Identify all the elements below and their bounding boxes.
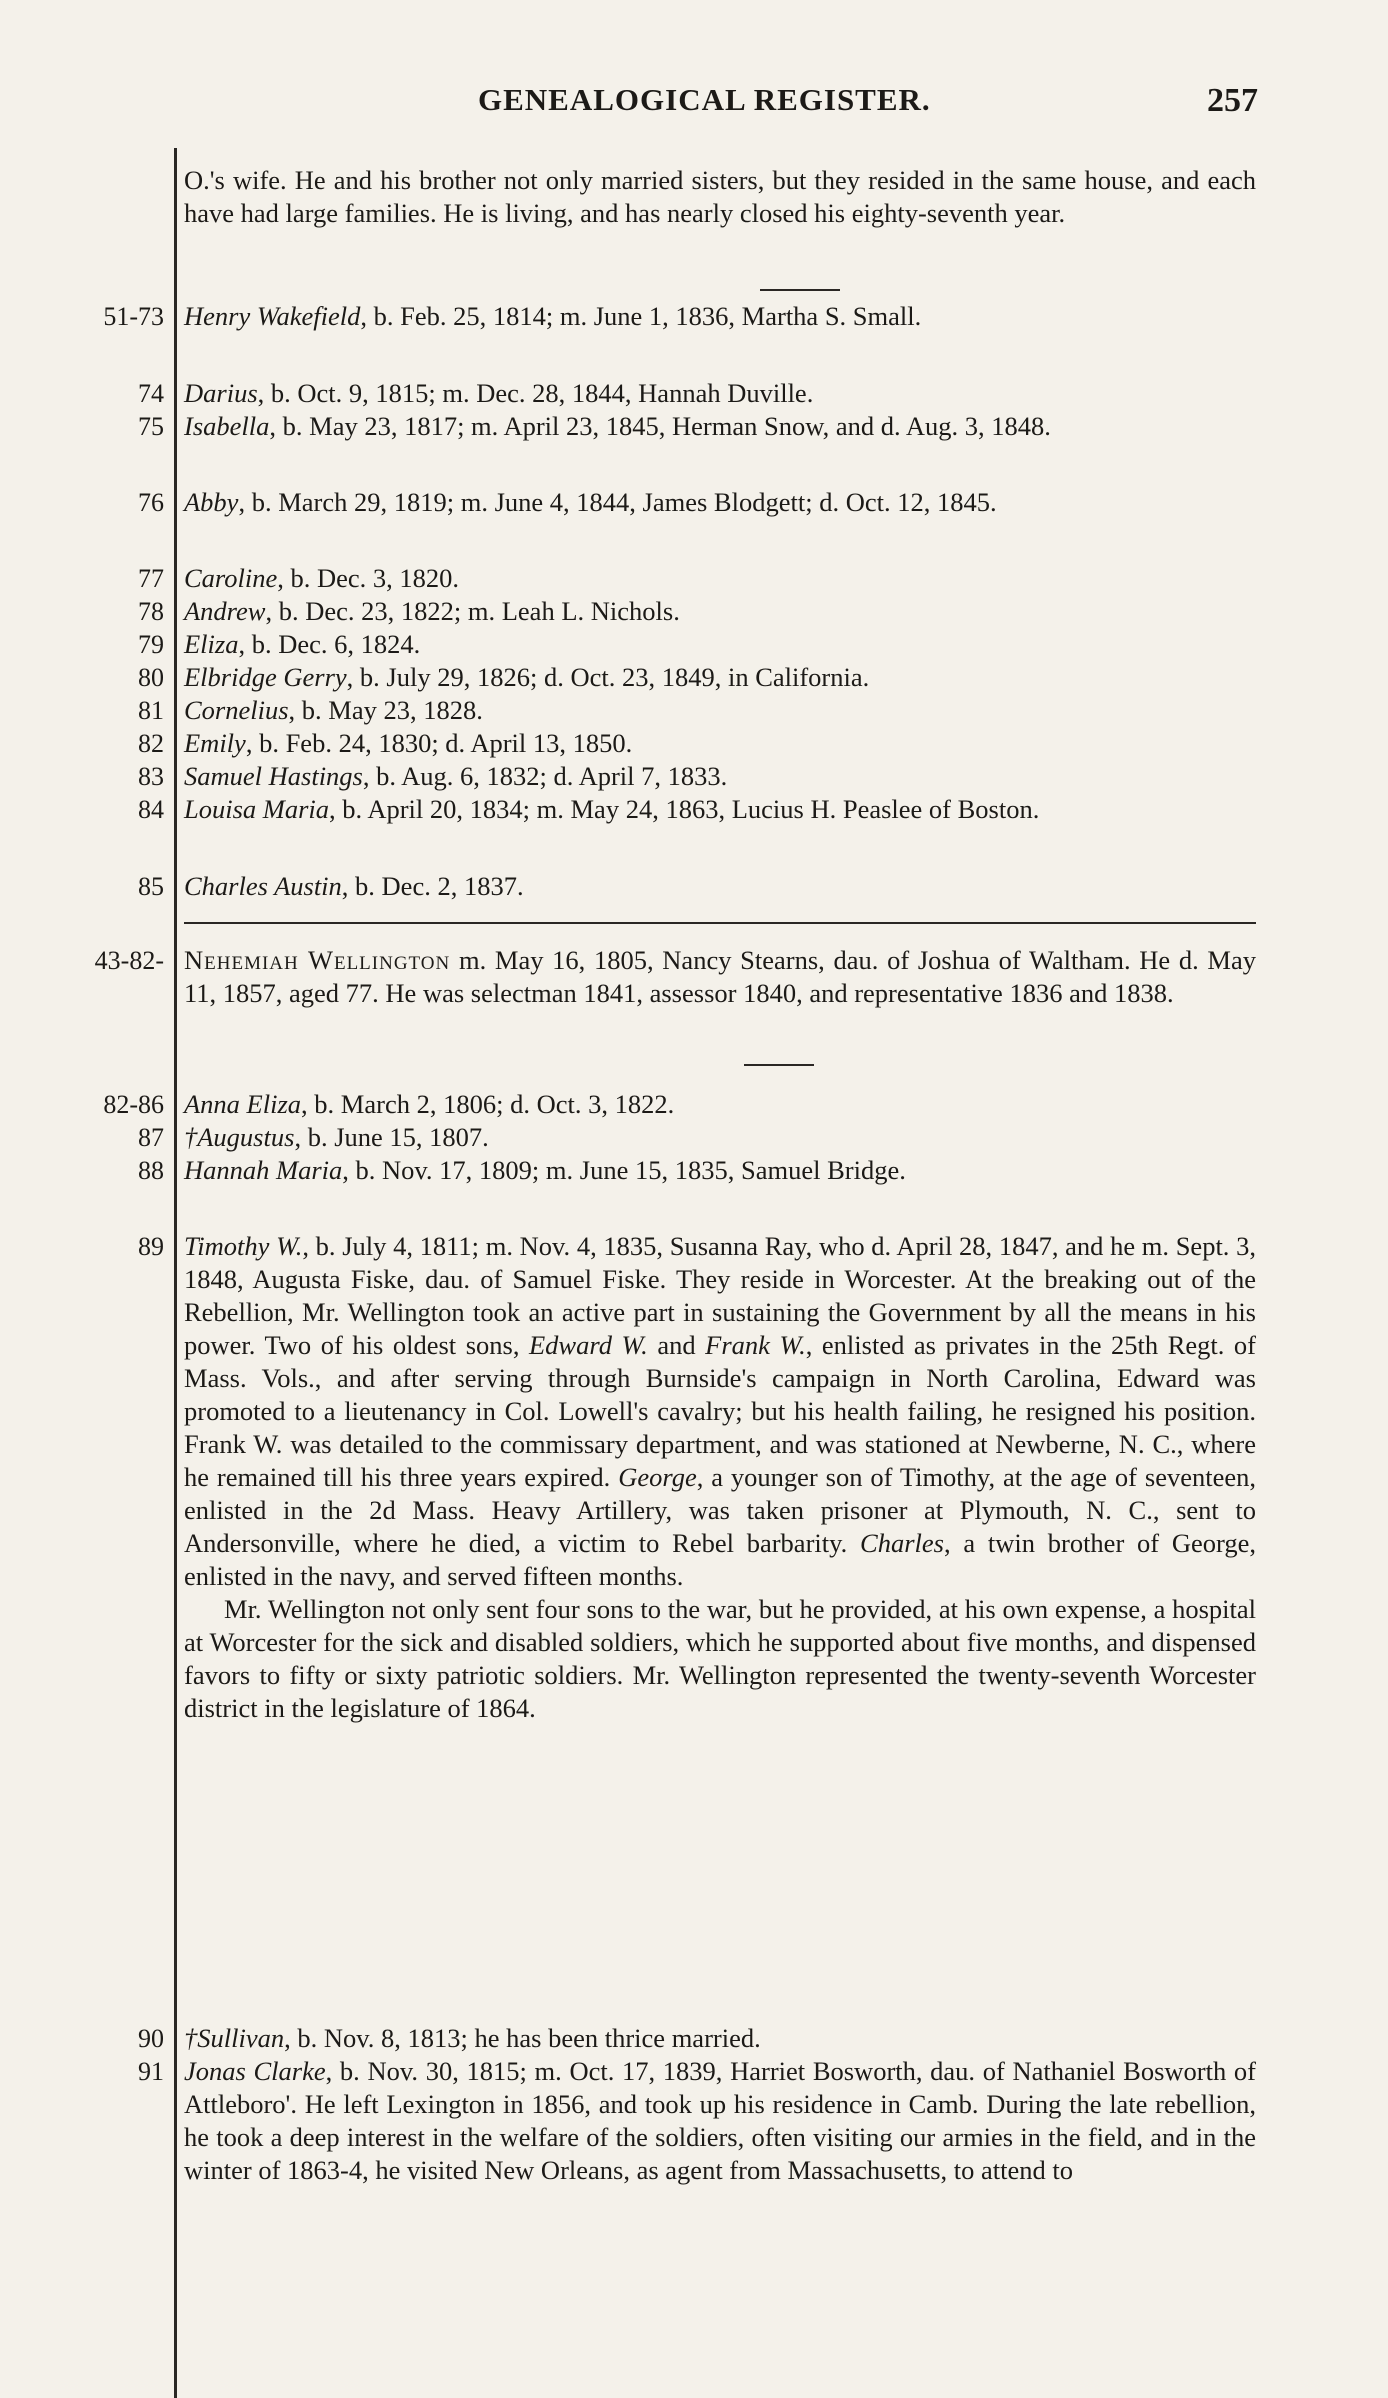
person-name: Abby [184, 487, 239, 517]
entry-jonas-clarke [184, 2055, 1256, 2187]
entry-text: , b. Nov. 30, 1815; m. Oct. 17, 1839, Harriet Bosworth, dau. of Nathaniel Bosworth of Attleboro'. He left Lexington in 1856, and took up his residence in Camb. During the late rebellion, he took a deep interest in the welfare of the soldiers, often visiting our armies in the field, and in the winter of 1863-4, he visited New Orleans, as agent from Massachusetts, to attend to [184, 2056, 1256, 2185]
person-name: Cornelius [184, 695, 289, 725]
person-name: Henry Wakefield [184, 301, 361, 331]
entry-andrew [184, 595, 1256, 628]
entry-text: , b. Feb. 25, 1814; m. June 1, 1836, Martha S. Small. [360, 301, 922, 331]
entry-id: 77 [138, 564, 164, 593]
entry-augustus [184, 1121, 1256, 1154]
entry-id: 78 [138, 597, 164, 626]
person-name: Isabella [184, 411, 270, 441]
entry-text: m. May 16, 1805, Nancy Stearns, dau. of Joshua of Waltham. He d. May 11, 1857, aged 77. He was selectman 1841, assessor 1840, and representative 1836 and 1838. [184, 945, 1257, 1008]
intro-text: O.'s wife. He and his brother not only married sisters, but they resided in the same house, and each have had large families. He is living, and has nearly closed his eighty-seventh year. [184, 165, 1256, 228]
entry-id: 84 [138, 795, 164, 824]
son-name: George [618, 1462, 697, 1492]
entry-text: , b. Dec. 6, 1824. [238, 629, 421, 659]
section-divider [744, 1064, 814, 1066]
entry-charles-austin [184, 870, 1256, 903]
entry-id: 80 [138, 663, 164, 692]
margin-rule [174, 148, 177, 2398]
entry-text: , b. Dec. 3, 1820. [277, 563, 460, 593]
family-divider [184, 922, 1256, 924]
son-name: Frank W. [705, 1330, 806, 1360]
entry-isabella [184, 410, 1256, 443]
entry-id: 82 [138, 729, 164, 758]
entry-id: 90 [138, 2024, 164, 2053]
person-name: Caroline [184, 563, 278, 593]
entry-id: 87 [138, 1123, 164, 1152]
person-name: Anna Eliza [184, 1089, 302, 1119]
son-name: Edward W. [529, 1330, 648, 1360]
entry-id: 85 [138, 872, 164, 901]
entry-paragraph: Mr. Wellington not only sent four sons to the war, but he provided, at his own expense, a hospital at Worcester for the sick and disabled soldiers, which he supported about five months, and dispensed favors to fifty or sixty patriotic soldiers. Mr. Wellington represented the twenty-seventh Worcester district in the legislature of 1864. [184, 1594, 1256, 1723]
entry-hannah-maria [184, 1154, 1256, 1187]
entry-text: , b. July 4, 1811; m. Nov. 4, 1835, Susanna Ray, who d. April 28, 1847, and he m. Sept. 3, 1848, Augusta Fiske, dau. of Samuel Fiske. They reside in Worcester. At the breaking out of the Rebellion, Mr. Wellington took an active part in sustaining the Government by all the means in his power. Two of his oldest sons, [184, 1231, 1256, 1360]
person-name: †Augustus [184, 1122, 295, 1152]
entry-text: , a twin brother of George, enlisted in the navy, and served fifteen months. [184, 1528, 1256, 1591]
entry-sullivan [184, 2022, 1256, 2055]
person-name: Charles Austin [184, 871, 342, 901]
person-name: Hannah Maria [184, 1155, 343, 1185]
entry-text: and [647, 1330, 706, 1360]
entry-id: 91 [138, 2057, 164, 2086]
person-name: Darius [184, 378, 258, 408]
running-head [178, 82, 1258, 130]
entry-id: 83 [138, 762, 164, 791]
person-name: Eliza [184, 629, 239, 659]
entry-samuel-hastings [184, 760, 1256, 793]
entry-caroline [184, 562, 1256, 595]
intro-paragraph [184, 164, 1256, 230]
entry-id: 88 [138, 1156, 164, 1185]
entry-text: , b. Aug. 6, 1832; d. April 7, 1833. [362, 761, 728, 791]
entry-text: , b. May 23, 1817; m. April 23, 1845, Herman Snow, and d. Aug. 3, 1848. [269, 411, 1051, 441]
son-name: Charles [860, 1528, 944, 1558]
entry-id: 89 [138, 1232, 164, 1261]
person-name: Samuel Hastings [184, 761, 363, 791]
entry-text: , enlisted as privates in the 25th Regt. of Mass. Vols., and after serving through Burnside's campaign in North Carolina, Edward was promoted to a lieutenancy in Col. Lowell's cavalry; but his health failing, he resigned his position. Frank W. was detailed to the commissary department, and was stationed at Newberne, N. C., where he remained till his three years expired. [184, 1330, 1257, 1492]
entry-id: 74 [138, 379, 164, 408]
entry-id: 43-82- [94, 946, 164, 975]
entry-cornelius [184, 694, 1256, 727]
entry-text: , b. May 23, 1828. [288, 695, 483, 725]
person-name: Emily [184, 728, 246, 758]
entry-text: , b. Dec. 23, 1822; m. Leah L. Nichols. [265, 596, 680, 626]
entry-text: , b. March 2, 1806; d. Oct. 3, 1822. [301, 1089, 675, 1119]
entry-text: , b. June 15, 1807. [294, 1122, 489, 1152]
entry-text: , b. Nov. 17, 1809; m. June 15, 1835, Samuel Bridge. [342, 1155, 906, 1185]
entry-darius [184, 377, 1256, 410]
entry-nehemiah-wellington [184, 944, 1256, 1010]
entry-text: , b. April 20, 1834; m. May 24, 1863, Lucius H. Peaslee of Boston. [329, 794, 1040, 824]
section-divider [760, 289, 840, 291]
entry-text: , b. Oct. 9, 1815; m. Dec. 28, 1844, Hannah Duville. [257, 378, 814, 408]
entry-id: 76 [138, 488, 164, 517]
person-name: Andrew [184, 596, 266, 626]
entry-text: , b. July 29, 1826; d. Oct. 23, 1849, in California. [346, 662, 870, 692]
entry-text: , b. Dec. 2, 1837. [341, 871, 524, 901]
person-name: Louisa Maria [184, 794, 330, 824]
entry-louisa-maria [184, 793, 1256, 826]
person-name: †Sullivan [184, 2023, 285, 2053]
person-name: Elbridge Gerry [184, 662, 347, 692]
entry-emily [184, 727, 1256, 760]
entry-id: 51-73 [103, 302, 164, 331]
person-name: Timothy W. [184, 1231, 303, 1261]
running-title: GENEALOGICAL REGISTER. [478, 82, 931, 117]
entry-timothy-w [184, 1230, 1256, 1725]
entry-text: , b. Feb. 24, 1830; d. April 13, 1850. [245, 728, 633, 758]
entry-id: 81 [138, 696, 164, 725]
entry-id: 82-86 [103, 1090, 164, 1119]
entry-id: 79 [138, 630, 164, 659]
entry-text: , a younger son of Timothy, at the age of seventeen, enlisted in the 2d Mass. Heavy Artillery, was taken prisoner at Plymouth, N. C., sent to Andersonville, where he died, a victim to Rebel barbarity. [184, 1462, 1257, 1558]
person-name: Jonas Clarke [184, 2056, 326, 2086]
entry-text: , b. March 29, 1819; m. June 4, 1844, James Blodgett; d. Oct. 12, 1845. [238, 487, 997, 517]
entry-elbridge-gerry [184, 661, 1256, 694]
entry-henry-wakefield [184, 300, 1256, 333]
page-number: 257 [1207, 82, 1258, 119]
entry-id: 75 [138, 412, 164, 441]
entry-text: , b. Nov. 8, 1813; he has been thrice married. [284, 2023, 761, 2053]
entry-anna-eliza [184, 1088, 1256, 1121]
entry-abby [184, 486, 1256, 519]
entry-eliza [184, 628, 1256, 661]
person-name: Nehemiah Wellington [184, 945, 451, 975]
